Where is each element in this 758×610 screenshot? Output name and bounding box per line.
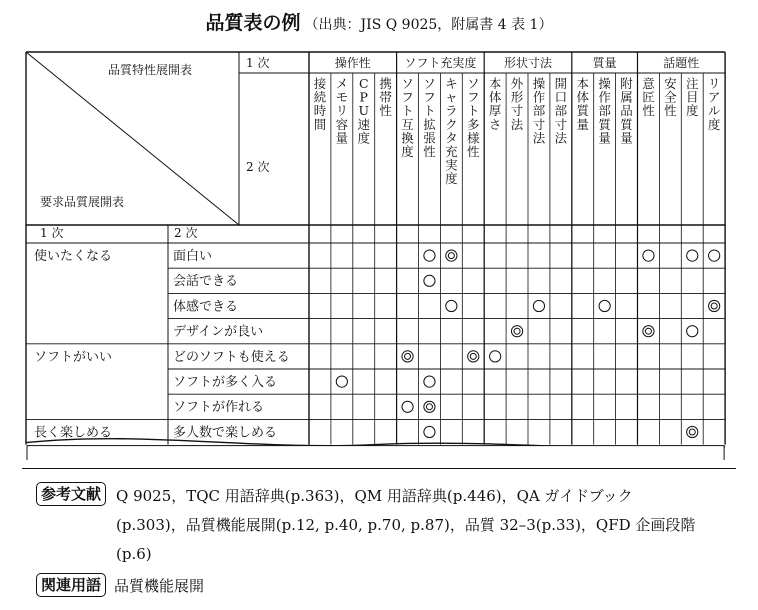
relation-mark	[533, 300, 544, 311]
group-label: ソフト充実度	[404, 56, 477, 70]
req-level1-item: 長く楽しめる	[34, 425, 113, 441]
related-terms-text: 品質機能展開	[114, 576, 205, 595]
strong-relation-mark-inner	[470, 353, 476, 359]
req-level2-item: 体感できる	[173, 299, 239, 315]
strong-relation-mark	[468, 351, 479, 362]
level1-label: 1 次	[246, 56, 270, 70]
relation-mark	[424, 250, 435, 261]
req-level2-item: 多人数で楽しめる	[173, 425, 278, 441]
characteristic-label: 接続時間	[313, 76, 327, 132]
characteristic-label: 安全性	[664, 76, 677, 119]
relation-mark	[424, 275, 435, 286]
characteristic-label: キャラクタ充実度	[445, 76, 458, 187]
reference-section	[36, 482, 736, 597]
strong-relation-mark	[511, 326, 522, 337]
req-level2-item: 会話できる	[173, 274, 239, 290]
characteristic-label: ソフト多様性	[466, 76, 480, 159]
references-badge: 参考文献	[36, 482, 106, 506]
req-level2-item: どのソフトも使える	[173, 349, 290, 365]
strong-relation-mark-inner	[448, 253, 454, 259]
strong-relation-mark	[446, 250, 457, 261]
req-level2-item: ソフトが多く入る	[173, 375, 278, 390]
group-label: 形状寸法	[503, 56, 553, 70]
characteristic-label: メモリ容量	[335, 76, 349, 146]
relation-mark	[336, 376, 347, 387]
req-level1-item: ソフトがいい	[34, 349, 113, 365]
characteristic-label: ソフト拡張性	[423, 76, 436, 159]
strong-relation-mark-inner	[426, 404, 432, 410]
strong-relation-mark-inner	[405, 353, 411, 359]
relation-mark	[402, 401, 413, 412]
req-level2-header: 2 次	[174, 226, 198, 240]
relation-mark	[446, 300, 457, 311]
characteristic-label: 注目度	[685, 76, 699, 119]
title-source: （出典：JIS Q 9025，附属書 4 表 1）	[304, 17, 553, 33]
corner-top-label: 品質特性展開表	[107, 63, 193, 77]
relation-mark	[687, 326, 698, 337]
references-text: Q 9025，TQC 用語辞典(p.363)，QM 用語辞典(p.446)，QA ガイドブック(p.303)，品質機能展開(p.12, p.40, p.70, p.87)，品質 32–3(p.33)，QFD 企画段階(p.6)	[116, 487, 696, 563]
characteristic-label: 携帯性	[379, 76, 392, 119]
strong-relation-mark	[687, 426, 698, 437]
characteristic-label: 本体厚さ	[488, 76, 502, 132]
relation-mark	[424, 376, 435, 387]
strong-relation-mark	[709, 300, 720, 311]
relation-mark	[709, 250, 720, 261]
characteristic-label: 附属品質量	[620, 76, 633, 146]
characteristic-label: リアル度	[707, 76, 721, 132]
strong-relation-mark-inner	[689, 429, 695, 435]
level2-label: 2 次	[246, 160, 270, 174]
strong-relation-mark-inner	[514, 328, 520, 334]
characteristic-label: 外形寸法	[510, 76, 524, 132]
title-main: 品質表の例	[205, 12, 301, 34]
characteristic-label: 操作部質量	[598, 76, 611, 146]
related-terms-badge: 関連用語	[36, 573, 106, 597]
characteristic-label: ソフト互換度	[401, 76, 414, 159]
characteristic-label: 操作部寸法	[532, 76, 546, 146]
characteristic-label: 本体質量	[576, 76, 590, 132]
relation-mark	[424, 426, 435, 437]
group-label: 話題性	[663, 56, 700, 70]
characteristic-label: C P U 速度	[357, 76, 371, 146]
relation-mark	[490, 351, 501, 362]
section-divider	[22, 468, 736, 469]
relation-mark	[643, 250, 654, 261]
strong-relation-mark-inner	[645, 328, 651, 334]
strong-relation-mark	[424, 401, 435, 412]
strong-relation-mark	[402, 351, 413, 362]
group-label: 操作性	[334, 56, 371, 70]
group-label: 質量	[592, 56, 617, 70]
corner-bottom-label: 要求品質展開表	[40, 195, 125, 209]
req-level2-item: 面白い	[173, 249, 213, 264]
req-level2-item: デザインが良い	[173, 324, 264, 340]
strong-relation-mark-inner	[711, 303, 717, 309]
req-level1-item: 使いたくなる	[34, 249, 113, 264]
req-level1-header: 1 次	[40, 226, 64, 240]
characteristic-label: 意匠性	[642, 76, 655, 119]
strong-relation-mark	[643, 326, 654, 337]
relation-mark	[687, 250, 698, 261]
relation-mark	[599, 300, 610, 311]
req-level2-item: ソフトが作れる	[173, 400, 265, 416]
characteristic-label: 開口部寸法	[554, 76, 568, 146]
